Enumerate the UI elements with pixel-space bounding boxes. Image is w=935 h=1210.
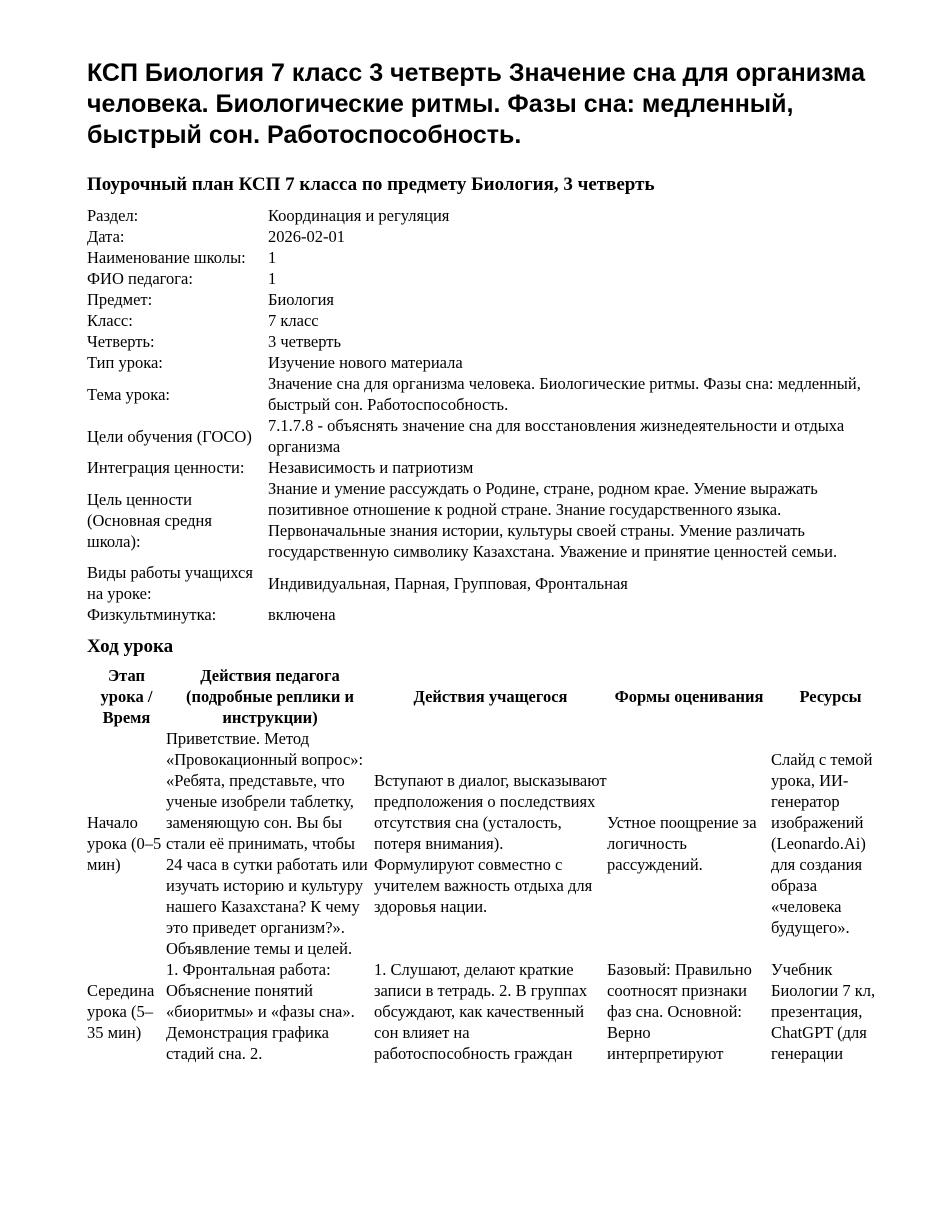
info-row: [87, 373, 890, 415]
info-value: 2026-02-01: [268, 227, 345, 246]
lesson-flow-table: [87, 665, 890, 1064]
lesson-table-cell: Базовый: Правильно соотносят признаки фаз сна. Основной: Верно интерпретируют: [607, 960, 752, 1063]
info-row: [87, 247, 890, 268]
info-value: включена: [268, 605, 336, 624]
info-label: Предмет:: [87, 290, 153, 309]
lesson-table-cell: Приветствие. Метод «Провокационный вопрос»: «Ребята, представьте, что ученые изобрели таблетку, заменяющую сон. Вы бы стали её принимать, чтобы 24 часа в сутки работать или изучать историю и культуру нашего Казахстана? К чему это приведет организм?». Объявление темы и целей.: [166, 729, 368, 958]
info-label: Класс:: [87, 311, 133, 330]
lesson-table-cell: Учебник Биологии 7 кл, презентация, ChatGPT (для генерации: [771, 960, 876, 1063]
info-value: Изучение нового материала: [268, 353, 463, 372]
info-label: Четверть:: [87, 332, 155, 351]
info-value: Биология: [268, 290, 335, 309]
info-row: [87, 352, 890, 373]
lesson-table-header-cell: Действия педагога (подробные реплики и инструкции): [185, 666, 355, 727]
document-title: КСП Биология 7 класс 3 четверть Значение сна для организма человека. Биологические ритмы. Фазы сна: медленный, быстрый сон. Работоспособность.: [87, 59, 865, 149]
info-row: [87, 457, 890, 478]
lesson-table-cell: Слайд с темой урока, ИИ-генератор изображений (Leonardo.Ai) для создания образа «человека будущего».: [771, 750, 873, 937]
lesson-table-cell: Середина урока (5–35 мин): [87, 981, 155, 1042]
info-row: [87, 205, 890, 226]
lesson-table-row: [87, 728, 890, 959]
info-row: [87, 331, 890, 352]
lesson-table-cell: Вступают в диалог, высказывают предположения о последствиях отсутствия сна (усталость, потеря внимания). Формулируют совместно с учителем важность отдыха для здоровья нации.: [374, 771, 607, 916]
document-page: [87, 58, 890, 1064]
info-row: [87, 604, 890, 625]
lesson-table-cell: Начало урока (0–5 мин): [87, 813, 162, 874]
info-value: 3 четверть: [268, 332, 341, 351]
info-label: Тип урока:: [87, 353, 163, 372]
info-value: 7 класс: [268, 311, 319, 330]
lesson-info-table: [87, 205, 890, 625]
info-row: [87, 562, 890, 604]
info-label: Виды работы учащихся на уроке:: [87, 563, 253, 603]
info-value: 1: [268, 248, 277, 267]
info-label: Интеграция ценности:: [87, 458, 245, 477]
lesson-table-cell: Устное поощрение за логичность рассуждений.: [607, 813, 757, 874]
plan-heading: Поурочный план КСП 7 класса по предмету Биология, 3 четверть: [87, 174, 655, 195]
info-label: Дата:: [87, 227, 125, 246]
info-value: Знание и умение рассуждать о Родине, стране, родном крае. Умение выражать позитивное отношение к родной стране. Знание государственного языка. Первоначальные знания истории, культуры своей страны. Умение различать государственную символику Казахстана. Уважение и принятие ценностей семьи.: [268, 479, 838, 561]
info-label: Наименование школы:: [87, 248, 246, 267]
info-value: Независимость и патриотизм: [268, 458, 474, 477]
lesson-table-header-row: [87, 665, 890, 728]
info-value: 1: [268, 269, 277, 288]
info-row: [87, 289, 890, 310]
info-row: [87, 478, 890, 562]
lesson-table-row: [87, 959, 890, 1064]
info-value: Значение сна для организма человека. Биологические ритмы. Фазы сна: медленный, быстрый сон. Работоспособность.: [268, 374, 861, 414]
lesson-table-header-cell: Формы оценивания: [614, 687, 764, 706]
info-row: [87, 310, 890, 331]
info-value: 7.1.7.8 - объяснять значение сна для восстановления жизнедеятельности и отдыха организма: [268, 416, 845, 456]
info-label: Тема урока:: [87, 384, 170, 404]
info-label: Раздел:: [87, 206, 139, 225]
info-row: [87, 415, 890, 457]
info-value: Индивидуальная, Парная, Групповая, Фронтальная: [268, 573, 628, 593]
lesson-table-header-cell: Этап урока / Время: [100, 666, 153, 727]
info-label: Цели обучения (ГОСО): [87, 426, 252, 446]
info-row: [87, 268, 890, 289]
lesson-table-cell: 1. Слушают, делают краткие записи в тетрадь. 2. В группах обсуждают, как качественный сон влияет на работоспособность граждан: [374, 960, 588, 1063]
lesson-table-cell: 1. Фронтальная работа: Объяснение понятий «биоритмы» и «фазы сна». Демонстрация графика стадий сна. 2.: [166, 960, 355, 1063]
lesson-table-header-cell: Действия учащегося: [413, 687, 568, 706]
info-label: ФИО педагога:: [87, 269, 193, 288]
lesson-table-header-cell: Ресурсы: [799, 687, 862, 706]
info-label: Цель ценности (Основная средня школа):: [87, 489, 212, 551]
info-label: Физкультминутка:: [87, 605, 217, 624]
info-value: Координация и регуляция: [268, 206, 450, 225]
lesson-flow-heading: Ход урока: [87, 636, 174, 657]
info-row: [87, 226, 890, 247]
